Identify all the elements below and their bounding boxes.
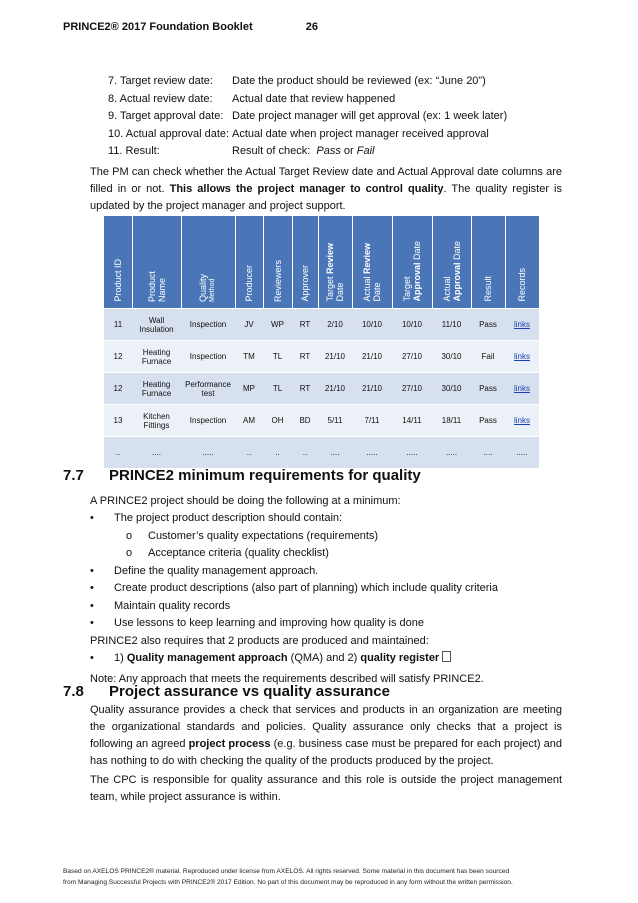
records-link[interactable]: links — [513, 352, 530, 361]
list-item: 9. Target approval date: Date project manager will get approval (ex: 1 week later) — [108, 110, 508, 122]
table-row: 12 Heating Furnace Inspection TM TL RT 21/10 21/10 27/10 30/10 Fail links — [104, 341, 539, 373]
list-item: • Define the quality management approach. — [90, 563, 570, 581]
col-actual-review-date: Actual Review Date — [352, 216, 392, 309]
section-heading-7-8: 7.8 Project assurance vs quality assurance — [63, 683, 390, 700]
page-header — [63, 21, 318, 33]
list-item: • 1) Quality management approach (QMA) and 2) quality register — [90, 650, 570, 668]
paragraph-quality-control: The PM can check whether the Actual Target Review date and Actual Approval date columns are filled in or not. This allows the project manager to control quality. The quality register is updated by the project manager and project support. — [90, 166, 562, 212]
requirements-list-cont — [90, 563, 570, 633]
bullet-icon: • — [90, 651, 94, 664]
col-product-id: Product ID — [104, 216, 132, 309]
records-link[interactable]: links — [513, 384, 530, 393]
list-item: • Use lessons to keep learning and improving how quality is done — [90, 615, 570, 633]
list-item: • Create product descriptions (also part of planning) which include quality criteria — [90, 580, 570, 598]
list-item: 10. Actual approval date: Actual date when project manager received approval — [108, 127, 489, 140]
col-quality-method: Quality Method — [181, 216, 235, 309]
list-item: 7. Target review date: Date the product should be reviewed (ex: “June 20”) — [108, 75, 486, 87]
col-producer: Producer — [235, 216, 263, 309]
circle-bullet-icon: o — [126, 547, 133, 559]
col-target-review-date: Target Review Date — [318, 216, 352, 309]
col-target-approval-date: Target Approval Date — [392, 216, 432, 309]
col-product-name: Product Name — [132, 216, 181, 309]
table-header-row — [104, 216, 539, 309]
bullet-icon: • — [90, 599, 94, 612]
page-footer: Based on AXELOS PRINCE2® material. Reproduced under license from AXELOS. All rights reserved. Some material in this document has been sourced from Managing Successful Projects with PRINCE2® 2017 Edition. No part of this document may be reproduced in any form without the written permission. — [63, 868, 513, 886]
section-heading-7-7: 7.7 PRINCE2 minimum requirements for quality — [63, 467, 421, 484]
bullet-icon: • — [90, 617, 94, 629]
products-list — [90, 650, 570, 668]
bullet-icon: • — [90, 512, 94, 524]
bullet-icon: • — [90, 582, 94, 594]
table-row: 13 Kitchen Fittings Inspection AM OH BD 5/11 7/11 14/11 18/11 Pass links — [104, 405, 539, 437]
col-records: Records — [505, 216, 539, 309]
col-result: Result — [471, 216, 505, 309]
records-link[interactable]: links — [513, 416, 530, 425]
list-item: o Customer’s quality expectations (requirements) — [90, 528, 570, 546]
page-number: 26 — [305, 21, 318, 33]
records-link[interactable]: links — [513, 320, 530, 329]
table-row: .. .... ..... .. .. .. .... ..... ..... ..... .... ..... — [104, 437, 539, 469]
dates-list — [108, 73, 507, 161]
sub-list — [90, 528, 570, 563]
paragraph-quality-assurance: Quality assurance provides a check that services and products in an organization are meeting the organizational standards and policies. Quality assurance only checks that a project is following an agreed project process (e.g. business case must be prepared for each project) and has nothing to do with checking the quality of the products produced by the project. — [90, 704, 562, 767]
circle-bullet-icon: o — [126, 529, 133, 542]
bullet-icon: • — [90, 564, 94, 577]
booklet-title: PRINCE2® 2017 Foundation Booklet — [63, 21, 253, 33]
list-item: 11. Result: Result of check: Pass or Fail — [108, 145, 375, 157]
list-item: • The project product description should contain: — [90, 510, 570, 528]
missing-glyph-icon — [442, 651, 451, 662]
requirements-list — [90, 510, 570, 528]
col-actual-approval-date: Actual Approval Date — [432, 216, 471, 309]
table-row: 11 Wall Insulation Inspection JV WP RT 2/10 10/10 10/10 11/10 Pass links — [104, 309, 539, 341]
col-approver: Approver — [292, 216, 318, 309]
list-item: 8. Actual review date: Actual date that review happened — [108, 92, 396, 105]
list-item: • Maintain quality records — [90, 598, 570, 616]
col-reviewers: Reviewers — [263, 216, 292, 309]
table-row: 12 Heating Furnace Performance test MP TL RT 21/10 21/10 27/10 30/10 Pass links — [104, 373, 539, 405]
section-7-7-body: A PRINCE2 project should be doing the following at a minimum: • The project product description should contain: o Customer’s quality expectations (requirements) o Acceptance criteria (quality checklist) • Define the quality management approach. • Create product descriptions (also part of planning) which include quality criteria • Maintain quality records • Use lessons to keep learning and improving how quality is done PRINCE2 also requires that 2 products are produced and maintained: • 1) Quality management approach (QMA) and 2) quality register Note: Any approach that meets the requirements described will satisfy PRINCE2. — [90, 493, 570, 688]
quality-register-table — [104, 216, 540, 468]
paragraph-cpc: The CPC is responsible for quality assurance and this role is outside the project management team, while project assurance is within. — [90, 774, 562, 803]
list-item: o Acceptance criteria (quality checklist) — [90, 545, 570, 563]
